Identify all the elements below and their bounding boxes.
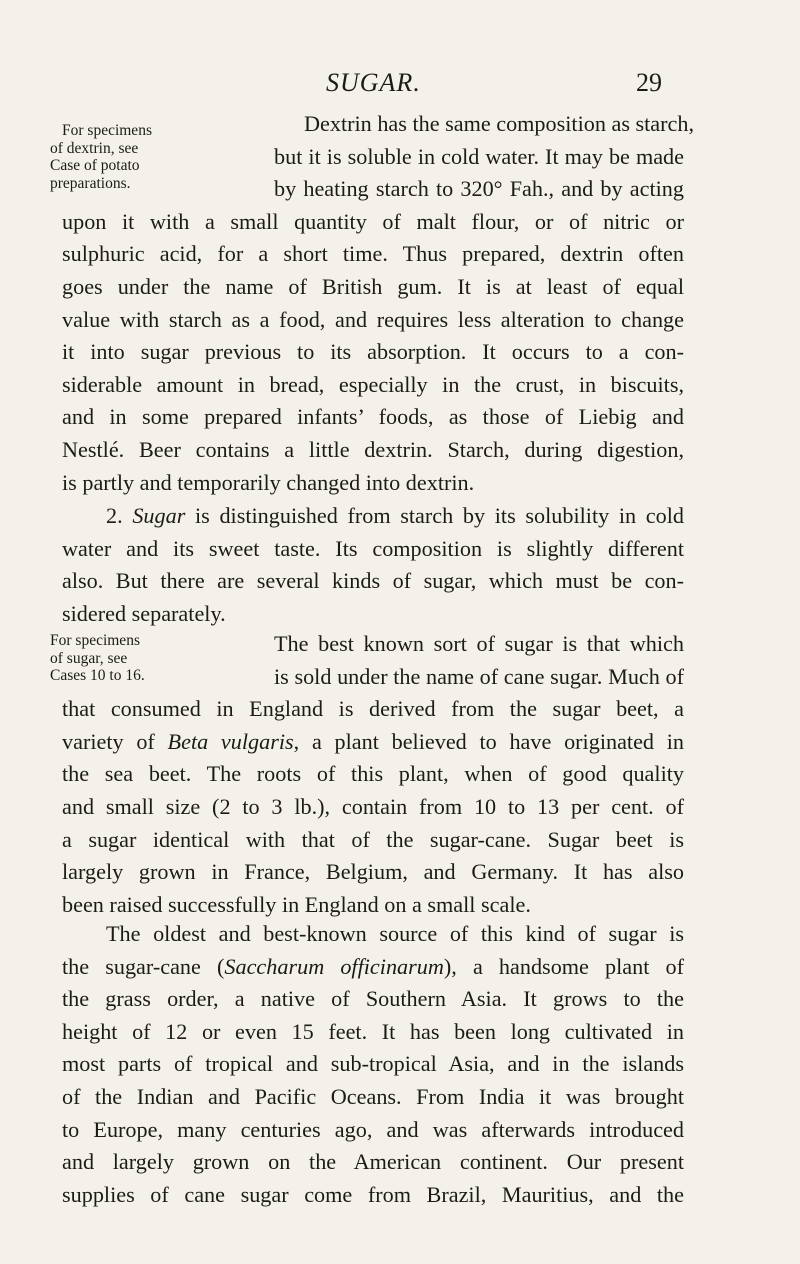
- text-line: largely grown in France, Belgium, and Germany. It has also: [62, 859, 684, 885]
- text-line: and largely grown on the American continent. Our present: [62, 1149, 684, 1175]
- text-line: sidered separately.: [62, 600, 226, 626]
- text-line: that consumed in England is derived from the sugar beet, a: [62, 696, 684, 722]
- text-line: the grass order, a native of Southern Asia. It grows to the: [62, 986, 684, 1012]
- text-line: is sold under the name of cane sugar. Much of: [274, 663, 684, 689]
- text-line: supplies of cane sugar come from Brazil, Mauritius, and the: [62, 1181, 684, 1207]
- text-line: the sea beet. The roots of this plant, when of good quality: [62, 761, 684, 787]
- term-sugar: Sugar: [132, 503, 186, 528]
- text-line: it into sugar previous to its absorption. It occurs to a con-: [62, 339, 684, 365]
- text-line: been raised successfully in England on a small scale.: [62, 891, 531, 917]
- text-line: most parts of tropical and sub-tropical Asia, and in the islands: [62, 1051, 684, 1077]
- margin-note-line: preparations.: [50, 174, 131, 192]
- text-fragment: variety of: [62, 728, 168, 754]
- text-line: siderable amount in bread, especially in the crust, in biscuits,: [62, 371, 684, 397]
- page-header: [0, 68, 800, 108]
- margin-note-line: of dextrin, see: [50, 139, 139, 157]
- running-title: SUGAR.: [326, 68, 421, 97]
- text-fragment: , a plant believed to have originated in: [293, 728, 685, 754]
- text-line: also. But there are several kinds of sugar, which must be con-: [62, 568, 684, 594]
- margin-note-line: For specimens: [62, 122, 152, 139]
- term-beta-vulgaris: Beta vulgaris: [167, 728, 294, 754]
- margin-note-line: For specimens: [50, 632, 140, 649]
- text-line: sulphuric acid, for a short time. Thus prepared, dextrin often: [62, 241, 684, 267]
- text-fragment: the sugar-cane (: [62, 953, 225, 979]
- text-line: The oldest and best-known source of this kind of sugar is: [106, 921, 684, 946]
- text-fragment: is distinguished from starch by its solubility in cold: [185, 503, 685, 528]
- paragraph-sugar-cane: [62, 918, 684, 1211]
- text-line: a sugar identical with that of the sugar-cane. Sugar beet is: [62, 826, 684, 852]
- text-line: and in some prepared infants’ foods, as those of Liebig and: [62, 404, 684, 430]
- margin-note-line: Case of potato: [50, 157, 140, 174]
- text-line: but it is soluble in cold water. It may be made: [274, 143, 684, 169]
- text-line: The best known sort of sugar is that which: [274, 631, 684, 656]
- paragraph-sugar: [62, 500, 684, 630]
- text-line: by heating starch to 320° Fah., and by acting: [274, 176, 684, 202]
- text-line: goes under the name of British gum. It is at least of equal: [62, 273, 684, 299]
- paragraph-number: 2.: [106, 503, 123, 528]
- paragraph-cane-sugar: [62, 628, 684, 921]
- text-line: of the Indian and Pacific Oceans. From India it was brought: [62, 1083, 684, 1109]
- text-line: value with starch as a food, and requires less alteration to change: [62, 306, 684, 332]
- margin-note-line: of sugar, see: [50, 649, 128, 667]
- text-line: [62, 500, 684, 533]
- text-line: is partly and temporarily changed into dextrin.: [62, 469, 475, 495]
- text-line: and small size (2 to 3 lb.), contain from 10 to 13 per cent. of: [62, 793, 684, 819]
- text-line: upon it with a small quantity of malt flour, or of nitric or: [62, 208, 684, 234]
- text-line: Nestlé. Beer contains a little dextrin. Starch, during digestion,: [62, 436, 684, 462]
- text-line: [62, 726, 684, 759]
- text-line: height of 12 or even 15 feet. It has been long cultivated in: [62, 1018, 684, 1044]
- term-saccharum: Saccharum officinarum: [224, 953, 444, 979]
- text-line: [62, 951, 684, 984]
- text-line: water and its sweet taste. Its composition is slightly different: [62, 535, 684, 561]
- text-line: to Europe, many centuries ago, and was afterwards introduced: [62, 1116, 684, 1142]
- margin-note-line: Cases 10 to 16.: [50, 667, 145, 684]
- text-line: Dextrin has the same composition as starch,: [304, 111, 695, 136]
- text-fragment: ), a handsome plant of: [443, 953, 684, 979]
- paragraph-dextrin: [62, 108, 695, 499]
- page-number: 29: [636, 68, 662, 97]
